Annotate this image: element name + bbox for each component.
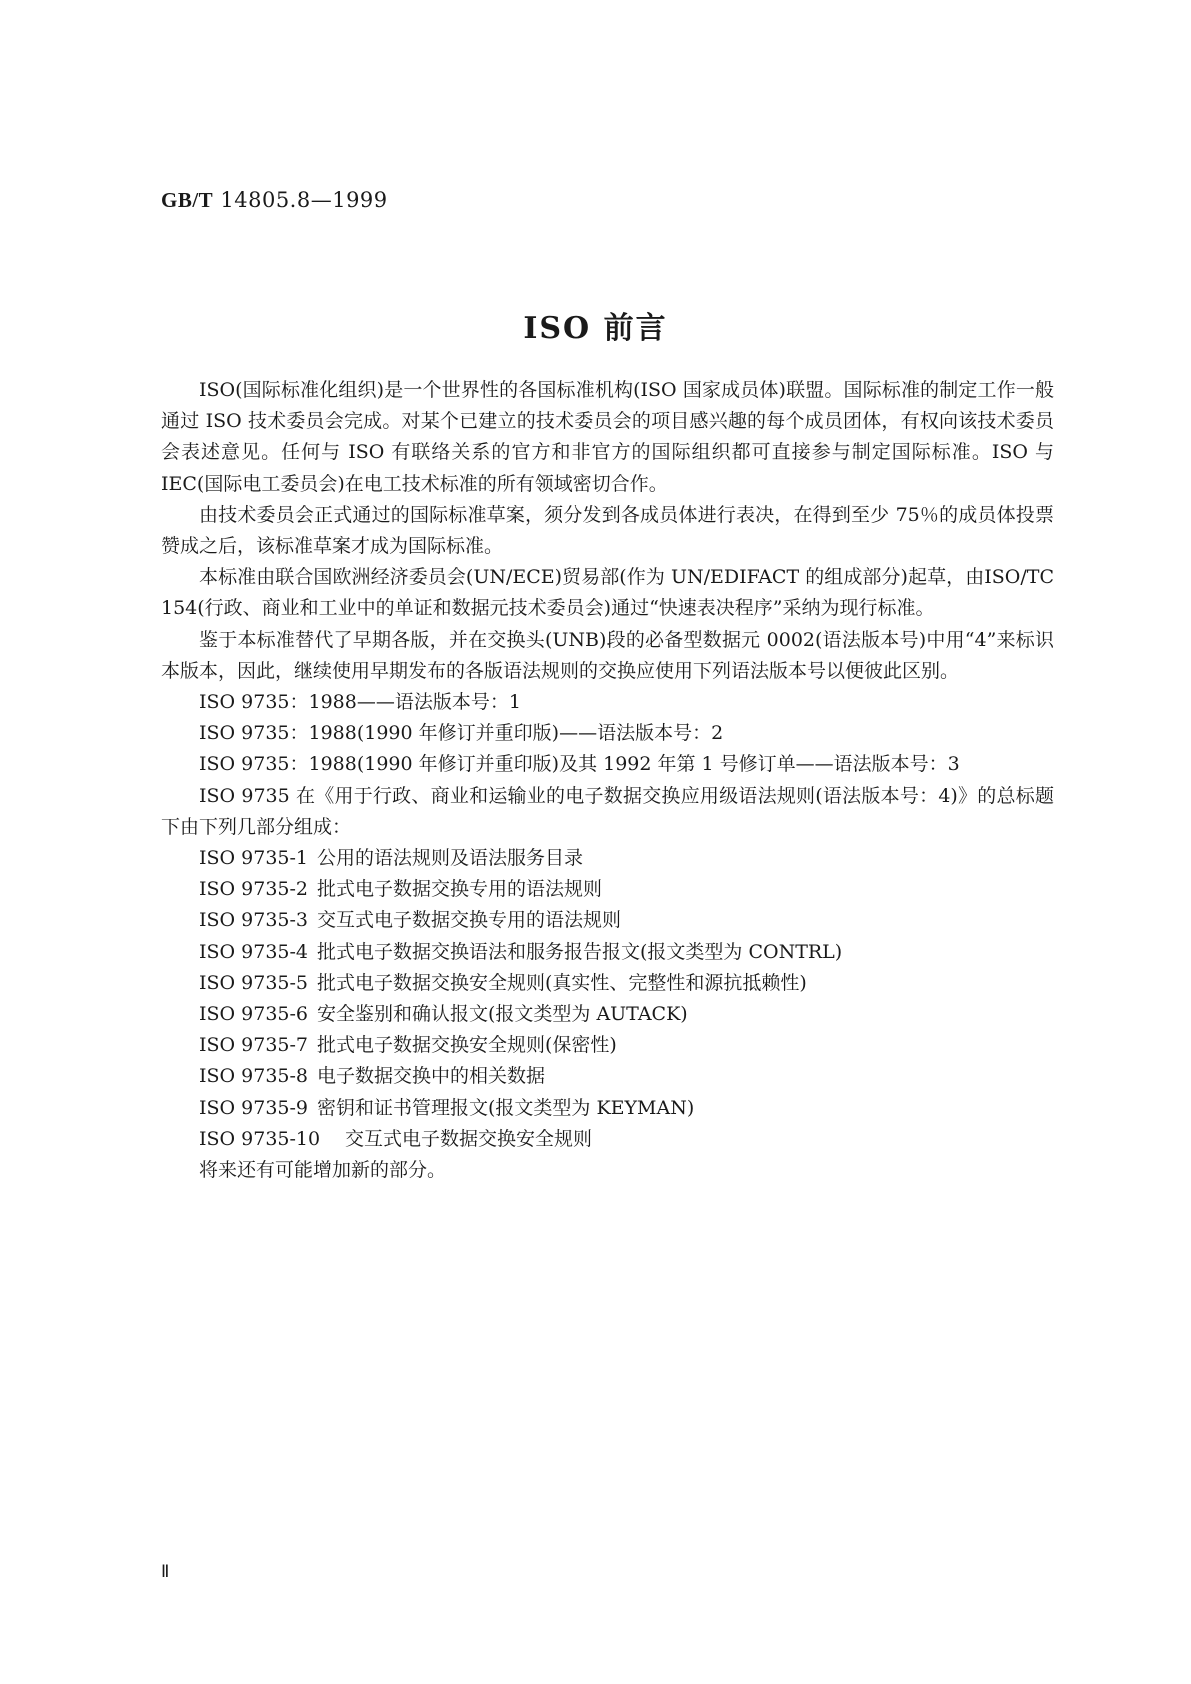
paragraph-voting: 由技术委员会正式通过的国际标准草案，须分发到各成员体进行表决，在得到至少 75％的成员体投票赞成之后，该标准草案才成为国际标准。 (161, 503, 1054, 558)
part-title: 批式电子数据交换专用的语法规则 (317, 878, 603, 901)
list-item (161, 1093, 1054, 1124)
version-line-3: ISO 9735：1988(1990 年修订并重印版)及其 1992 年第 1 号修订单——语法版本号：3 (199, 753, 960, 776)
part-number: ISO 9735-10 (199, 1127, 321, 1150)
main-content (161, 375, 1054, 1186)
document-code-prefix: GB/T (161, 188, 214, 212)
list-item (161, 999, 1054, 1030)
part-number: ISO 9735-6 (199, 1003, 308, 1026)
part-number: ISO 9735-2 (199, 878, 308, 901)
part-number: ISO 9735-1 (199, 847, 308, 870)
paragraph-drafting: 本标准由联合国欧洲经济委员会(UN/ECE)贸易部(作为 UN/EDIFACT 的组成部分)起草，由ISO/TC 154(行政、商业和工业中的单证和数据元技术委员会)通过“快速表决程序”采纳为现行标准。 (161, 566, 1054, 620)
part-title: 公用的语法规则及语法服务目录 (317, 847, 584, 870)
part-number: ISO 9735-8 (199, 1065, 308, 1088)
list-item (161, 1124, 1054, 1155)
part-title: 电子数据交换中的相关数据 (317, 1065, 546, 1088)
part-title: 密钥和证书管理报文(报文类型为 KEYMAN) (317, 1096, 695, 1119)
part-number: ISO 9735-7 (199, 1034, 308, 1057)
paragraph-structure-intro: ISO 9735 在《用于行政、商业和运输业的电子数据交换应用级语法规则(语法版本号：4)》的总标题下由下列几部分组成： (161, 784, 1054, 838)
part-title: 批式电子数据交换安全规则(真实性、完整性和源抗抵赖性) (317, 971, 807, 994)
version-line-2: ISO 9735：1988(1990 年修订并重印版)——语法版本号：2 (199, 722, 724, 745)
part-number: ISO 9735-4 (199, 940, 308, 963)
part-title: 批式电子数据交换语法和服务报告报文(报文类型为 CONTRL) (317, 940, 843, 963)
page-title: ISO 前言 (523, 311, 668, 346)
list-item (161, 874, 1054, 905)
version-line-1: ISO 9735：1988——语法版本号：1 (199, 691, 521, 714)
part-title: 安全鉴别和确认报文(报文类型为 AUTACK) (317, 1003, 688, 1026)
list-item (161, 937, 1054, 968)
part-number: ISO 9735-9 (199, 1096, 308, 1119)
part-title: 批式电子数据交换安全规则(保密性) (317, 1034, 617, 1057)
list-item (161, 1030, 1054, 1061)
part-number: ISO 9735-5 (199, 971, 308, 994)
part-title: 交互式电子数据交换专用的语法规则 (317, 909, 622, 932)
paragraph-iso-intro: ISO(国际标准化组织)是一个世界性的各国标准机构(ISO 国家成员体)联盟。国际标准的制定工作一般通过 ISO 技术委员会完成。对某个已建立的技术委员会的项目感兴趣的每个成员团体，有权向该技术委员会表述意见。任何与 ISO 有联络关系的官方和非官方的国际组织都可直接参与制定国际标准。ISO 与 IEC(国际电工委员会)在电工技术标准的所有领域密切合作。 (161, 379, 1054, 495)
part-number: ISO 9735-3 (199, 909, 308, 932)
parts-list (161, 843, 1054, 1155)
part-title: 交互式电子数据交换安全规则 (345, 1127, 593, 1150)
list-item (161, 843, 1054, 874)
document-code (161, 188, 388, 213)
page-number: Ⅱ (161, 1562, 170, 1581)
paragraph-syntax-version: 鉴于本标准替代了早期各版，并在交换头(UNB)段的必备型数据元 0002(语法版本号)中用“4”来标识本版本，因此，继续使用早期发布的各版语法规则的交换应使用下列语法版本号以便彼此区别。 (161, 628, 1054, 682)
document-code-number: 14805.8—1999 (220, 188, 388, 212)
list-item (161, 968, 1054, 999)
list-item (161, 905, 1054, 936)
closing-line: 将来还有可能增加新的部分。 (199, 1159, 447, 1182)
list-item (161, 1061, 1054, 1092)
